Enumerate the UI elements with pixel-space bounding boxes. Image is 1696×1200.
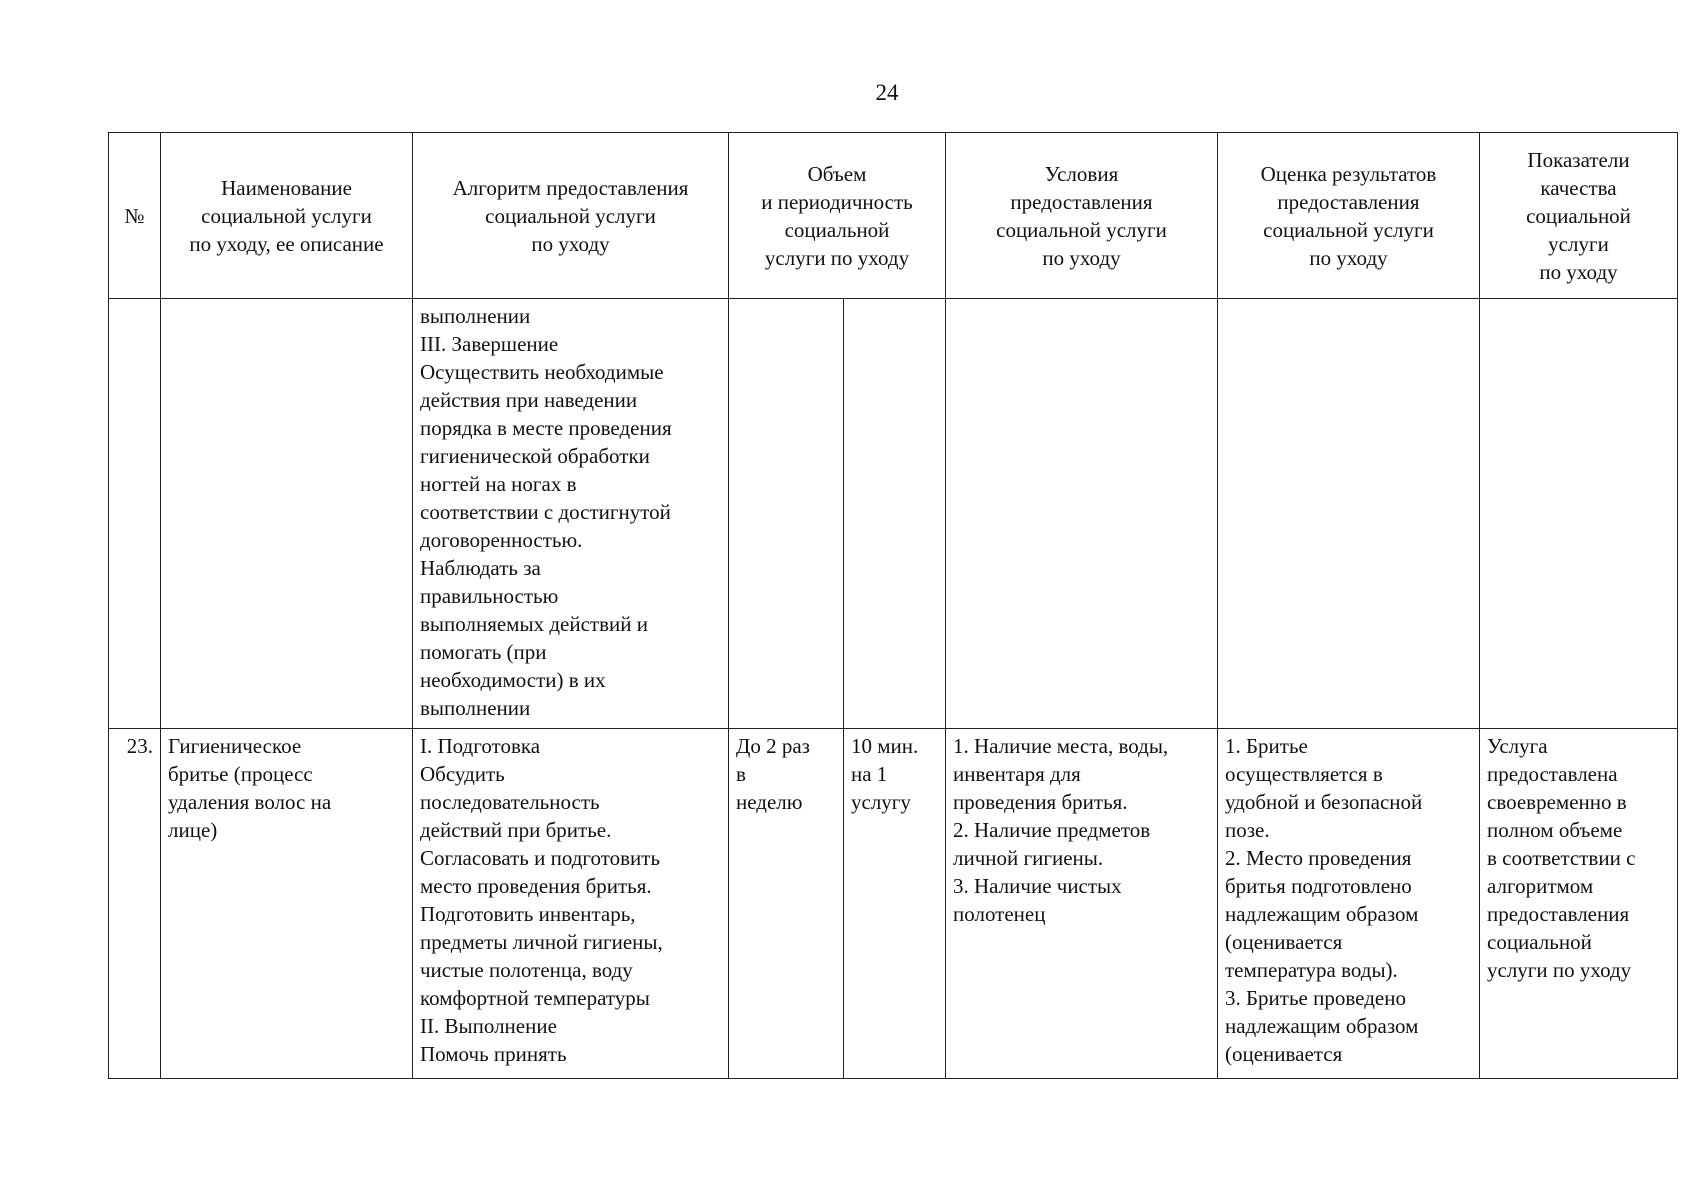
table-row <box>109 299 1678 729</box>
header-name: Наименование социальной услуги по уходу, ее описание <box>161 133 413 299</box>
row-num-cell: 23. <box>109 729 161 1079</box>
row-conditions-cell <box>946 299 1218 729</box>
header-algorithm: Алгоритм предоставления социальной услуги по уходу <box>413 133 729 299</box>
table-row <box>109 729 1678 1079</box>
table-header-row <box>109 133 1678 299</box>
row-name-cell: Гигиеническое бритье (процесс удаления волос на лице) <box>161 729 413 1079</box>
row-name-cell <box>161 299 413 729</box>
row-quality-cell: Услуга предоставлена своевременно в полном объеме в соответствии с алгоритмом предоставления социальной услуги по уходу <box>1480 729 1678 1079</box>
row-evaluation-cell <box>1218 299 1480 729</box>
row-algorithm-cell: I. Подготовка Обсудить последовательность действий при бритье. Согласовать и подготовить место проведения бритья. Подготовить инвентарь, предметы личной гигиены, чистые полотенца, воду комфортной температуры II. Выполнение Помочь принять <box>413 729 729 1079</box>
row-conditions-cell: 1. Наличие места, воды, инвентаря для проведения бритья. 2. Наличие предметов личной гигиены. 3. Наличие чистых полотенец <box>946 729 1218 1079</box>
page-number: 24 <box>875 80 899 105</box>
row-frequency-cell <box>729 299 844 729</box>
row-frequency-cell: До 2 раз в неделю <box>729 729 844 1079</box>
row-duration-cell: 10 мин. на 1 услугу <box>844 729 946 1079</box>
header-conditions: Условия предоставления социальной услуги по уходу <box>946 133 1218 299</box>
header-evaluation: Оценка результатов предоставления социальной услуги по уходу <box>1218 133 1480 299</box>
row-evaluation-cell: 1. Бритье осуществляется в удобной и безопасной позе. 2. Место проведения бритья подготовлено надлежащим образом (оценивается температура воды). 3. Бритье проведено надлежащим образом (оценивается <box>1218 729 1480 1079</box>
row-duration-cell <box>844 299 946 729</box>
header-volume: Объем и периодичность социальной услуги по уходу <box>729 133 946 299</box>
row-num-cell <box>109 299 161 729</box>
row-quality-cell <box>1480 299 1678 729</box>
row-algorithm-cell: выполнении III. Завершение Осуществить необходимые действия при наведении порядка в месте проведения гигиенической обработки ногтей на ногах в соответствии с достигнутой договоренностью. Наблюдать за правильностью выполняемых действий и помогать (при необходимости) в их выполнении <box>413 299 729 729</box>
header-num: № <box>109 133 161 299</box>
services-table <box>108 132 1678 1079</box>
header-quality: Показатели качества социальной услуги по уходу <box>1480 133 1678 299</box>
